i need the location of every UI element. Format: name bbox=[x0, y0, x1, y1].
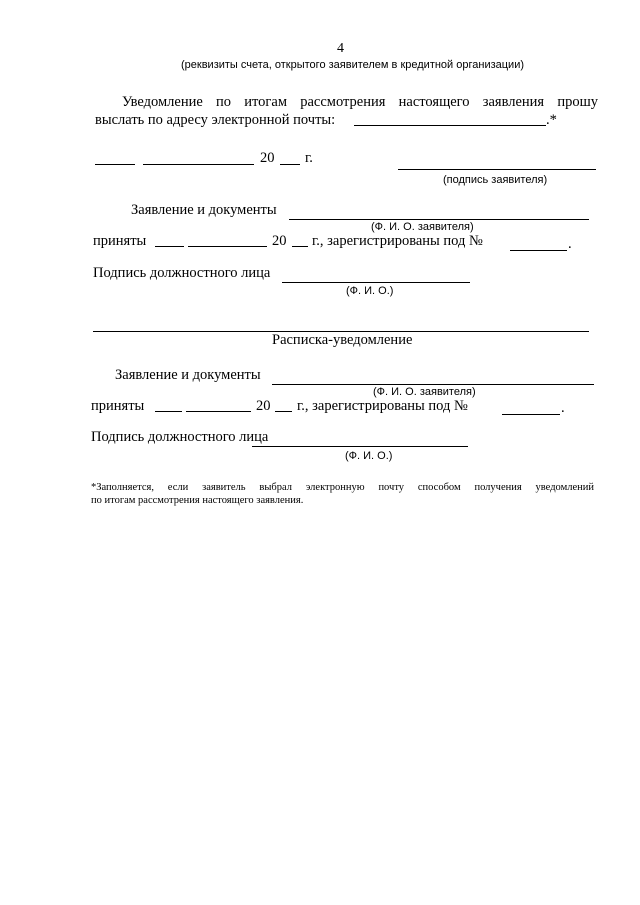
official-signature-field[interactable] bbox=[282, 282, 470, 283]
receipt-official-signature-field[interactable] bbox=[252, 446, 468, 447]
docs-label: Заявление и документы bbox=[131, 202, 277, 218]
receipt-applicant-fio-caption: (Ф. И. О. заявителя) bbox=[373, 386, 476, 398]
footnote-line-1: *Заполняется, если заявитель выбрал электронную почту способом получения уведомлений bbox=[91, 482, 594, 493]
receipt-accepted-month-field[interactable] bbox=[186, 411, 251, 412]
notice-line-2-label: выслать по адресу электронной почты: bbox=[95, 112, 336, 128]
registered-label: г., зарегистрированы под № bbox=[312, 233, 483, 249]
receipt-official-signature-label: Подпись должностного лица bbox=[91, 429, 269, 445]
accepted-day-field[interactable] bbox=[155, 246, 184, 247]
receipt-applicant-fio-field[interactable] bbox=[272, 384, 594, 385]
receipt-registration-number-field[interactable] bbox=[502, 414, 560, 415]
footnote-mark: .* bbox=[546, 112, 557, 128]
account-details-caption: (реквизиты счета, открытого заявителем в кредитной организации) bbox=[181, 59, 525, 71]
date-day-field[interactable] bbox=[95, 164, 135, 165]
date-year-field[interactable] bbox=[280, 164, 300, 165]
receipt-accepted-label: приняты bbox=[91, 398, 145, 414]
date-year-suffix: г. bbox=[305, 150, 313, 166]
accepted-label: приняты bbox=[93, 233, 147, 249]
accepted-year-prefix: 20 bbox=[272, 233, 287, 249]
applicant-fio-caption: (Ф. И. О. заявителя) bbox=[371, 221, 474, 233]
receipt-official-fio-caption: (Ф. И. О.) bbox=[345, 450, 393, 462]
official-fio-caption: (Ф. И. О.) bbox=[346, 285, 394, 297]
email-field[interactable] bbox=[354, 125, 546, 126]
receipt-docs-label: Заявление и документы bbox=[115, 367, 261, 383]
registration-number-field[interactable] bbox=[510, 250, 567, 251]
accepted-year-field[interactable] bbox=[292, 246, 308, 247]
applicant-signature-field[interactable] bbox=[398, 169, 596, 170]
receipt-title: Расписка-уведомление bbox=[272, 332, 413, 348]
receipt-registered-label: г., зарегистрированы под № bbox=[297, 398, 468, 414]
notice-line-1: Уведомление по итогам рассмотрения настоящего заявления прошу bbox=[122, 94, 598, 110]
date-year-prefix: 20 bbox=[260, 150, 275, 166]
official-signature-label: Подпись должностного лица bbox=[93, 265, 271, 281]
applicant-fio-field[interactable] bbox=[289, 219, 589, 220]
receipt-accepted-day-field[interactable] bbox=[155, 411, 182, 412]
accepted-month-field[interactable] bbox=[188, 246, 267, 247]
receipt-accepted-year-prefix: 20 bbox=[256, 398, 271, 414]
receipt-accepted-year-field[interactable] bbox=[275, 411, 292, 412]
date-month-field[interactable] bbox=[143, 164, 254, 165]
signature-caption: (подпись заявителя) bbox=[443, 174, 548, 186]
receipt-registration-period: . bbox=[561, 400, 565, 416]
page-number: 4 bbox=[337, 41, 344, 56]
registration-period: . bbox=[568, 236, 572, 252]
footnote-line-2: по итогам рассмотрения настоящего заявления. bbox=[91, 495, 304, 506]
